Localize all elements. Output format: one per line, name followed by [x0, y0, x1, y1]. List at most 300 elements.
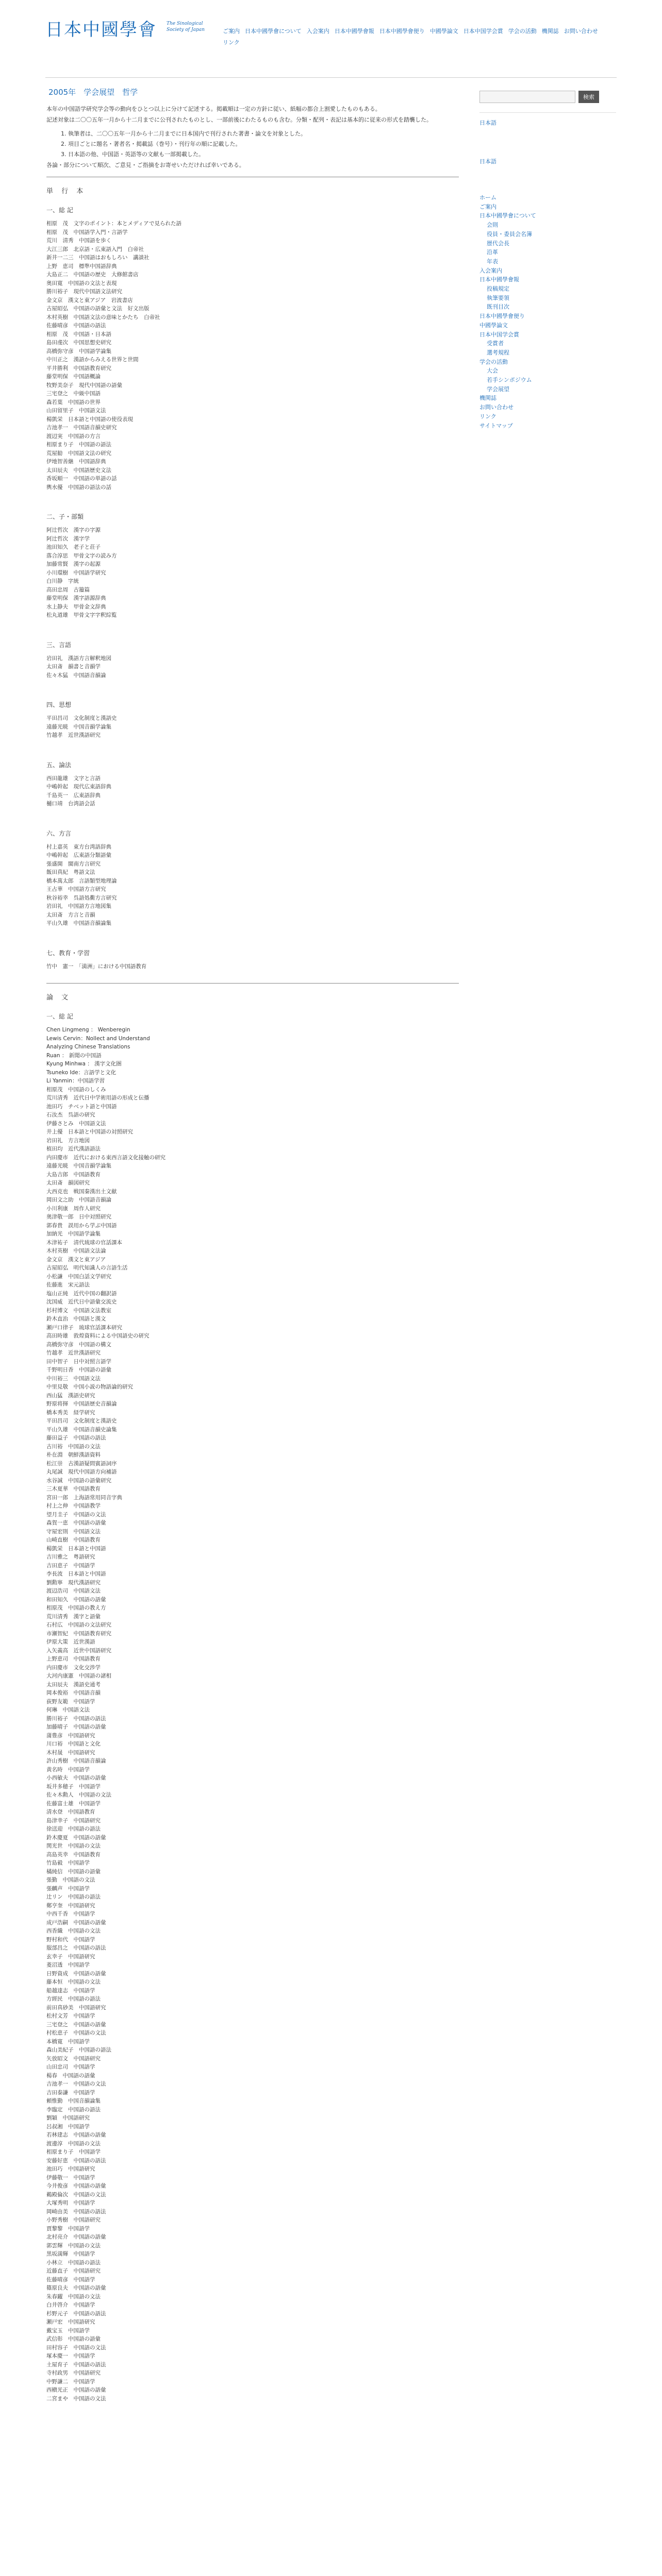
book-entry: 佐藤晴彦 中国語の語法 — [46, 323, 106, 329]
book-list-edu — [46, 962, 459, 971]
paper-entry: 玄幸子 中国語研究 — [46, 1953, 95, 1960]
sidebar — [479, 91, 616, 430]
book-entry: 高田忠周 古籀篇 — [46, 586, 90, 593]
sidebar-menu-item[interactable]: 投稿規定 — [487, 285, 509, 293]
paper-entry: 奥津敬一郎 日中対照研究 — [46, 1214, 111, 1220]
paper-entry: 高橋弥守彦 中国語の構文 — [46, 1341, 111, 1348]
sidebar-category-box — [479, 112, 616, 128]
sidebar-menu-item[interactable]: 年表 — [487, 258, 498, 265]
book-entry: 藤堂明保 漢字語源辞典 — [46, 595, 106, 601]
paper-entry: 蒲豊彦 中国語研究 — [46, 1732, 95, 1739]
section-title-papers: 論 文 — [46, 994, 72, 1002]
nav-link[interactable]: 日本中国学会賞 — [463, 28, 503, 35]
book-entry: 中嶋幹起 広東語分類語彙 — [46, 852, 111, 858]
paper-entry: 大島吉郎 中国語教育 — [46, 1171, 101, 1178]
intro-list — [52, 129, 459, 159]
paper-entry: 入矢義高 近世中国語研究 — [46, 1647, 111, 1654]
paper-entry: 高田時雄 敦煌資料による中国語史の研究 — [46, 1333, 150, 1339]
paper-entry: 関光世 中国語の文法 — [46, 1843, 101, 1849]
book-list-bungaku — [46, 774, 459, 808]
paper-entry: Lewis Cervin：Nollect and Understand — [46, 1035, 150, 1042]
sidebar-menu — [479, 193, 616, 430]
paper-entry: 大西克也 戦国秦漢出土文献 — [46, 1188, 117, 1195]
subsection-lang: 三、言語 — [46, 641, 72, 649]
book-entry: 竹越孝 近世漢語研究 — [46, 732, 101, 738]
paper-entry: 石汝杰 呉語の研究 — [46, 1112, 95, 1118]
paper-entry: Ruan ： 新聞の中国語 — [46, 1052, 102, 1059]
paper-entry: 岡田文之助 中国語音韻論 — [46, 1197, 111, 1203]
paper-entry: 遠藤光暁 中国音韻学論集 — [46, 1163, 111, 1169]
top-navigation — [223, 27, 615, 49]
paper-entry: 山崎直樹 中国語教育 — [46, 1537, 101, 1543]
paper-entry: 平山久雄 中国語音韻史論集 — [46, 1426, 117, 1433]
book-entry: 吉池孝一 中国語音韻史研究 — [46, 425, 117, 431]
paper-entry: 加納光 中国語学論集 — [46, 1231, 101, 1237]
book-entry: 中川正之 漢語からみえる世界と世間 — [46, 357, 139, 363]
book-entry: 千島英一 広東語辞典 — [46, 792, 101, 799]
paper-entry: 坂井多穂子 中国語学 — [46, 1783, 101, 1790]
book-entry: 新井一二三 中国語はおもしろい 講談社 — [46, 255, 150, 261]
paper-entry: 郭雲輝 中国語の文法 — [46, 2242, 101, 2249]
paper-entry: 相原茂 中国語のしくみ — [46, 1086, 106, 1093]
book-entry: 西田龍雄 文字と言語 — [46, 775, 101, 782]
paper-entry: 鄭亨奎 中国語研究 — [46, 1902, 95, 1909]
paper-entry: 吉川雅之 粤語研究 — [46, 1554, 95, 1560]
nav-link[interactable]: 日本中國學會について — [245, 28, 302, 35]
book-entry: 相原 茂 文字のポイント：本とメディアで見られた語 — [46, 221, 181, 227]
paper-entry: 郭春貴 誤用から学ぶ中国語 — [46, 1222, 117, 1229]
paper-entry: 船越達志 中国語学 — [46, 1987, 95, 1994]
paper-entry: 小林立 中国語の語法 — [46, 2259, 101, 2266]
paper-entry: 池田巧 チベット語と中国語 — [46, 1103, 117, 1110]
paper-entry: 守屋宏則 中国語文法 — [46, 1528, 101, 1535]
paper-entry: 相原茂 中国語の教え方 — [46, 1605, 106, 1611]
paper-entry: 成戸浩嗣 中国語の語彙 — [46, 1919, 106, 1926]
book-entry: 遠藤光暁 中国音韻学論集 — [46, 723, 111, 730]
paper-entry: 朱春躍 中国語の文法 — [46, 2293, 101, 2300]
paper-entry: 西山猛 漢語史研究 — [46, 1392, 95, 1399]
sidebar-category-link[interactable]: 日本語 — [479, 120, 496, 126]
sidebar-menu-item[interactable]: 会則 — [487, 222, 498, 229]
main-content — [46, 87, 459, 2403]
book-entry: 王占華 中国語方言研究 — [46, 886, 106, 892]
paper-entry: 楊凱栄 日本語と中国語 — [46, 1545, 106, 1552]
paper-entry: 島津幸子 中国語研究 — [46, 1817, 101, 1824]
paper-entry: 徐送迎 中国語の語法 — [46, 1826, 101, 1832]
sidebar-menu-item[interactable]: 受賞者 — [487, 340, 504, 347]
paper-entry: 戴宝玉 中国語学 — [46, 2327, 90, 2334]
subsection-general-papers: 一、総 記 — [46, 1013, 73, 1020]
paper-entry: 方經民 中国語の語法 — [46, 1996, 101, 2002]
intro-list-item: 1. 執筆者は、二〇〇五年一月から十二月までに日本国内で刊行された著書・論文を対象とした。 — [61, 130, 306, 137]
paper-entry: 岡崎由美 中国語の語法 — [46, 2208, 106, 2215]
sidebar-menu-item[interactable]: ご案内 — [479, 203, 496, 210]
book-entry: 阿辻哲次 漢字の字源 — [46, 527, 101, 533]
paper-entry: 望月圭子 中国語の文法 — [46, 1511, 106, 1518]
intro-paragraph: 記述対象は二〇〇五年一月から十二月までに公刊されたものとし、一部前後にわたるものも含む。分類・配列・表記は基本的に従来の形式を踏襲した。 — [46, 116, 432, 123]
paper-entry: 内田慶市 文化交渉学 — [46, 1664, 101, 1671]
sidebar-menu-item[interactable]: 学会の活動 — [479, 358, 508, 365]
paper-entry: 大河内康憲 中国語の諸相 — [46, 1673, 111, 1679]
paper-entry: 塩山正純 近代中国の翻訳語 — [46, 1290, 117, 1297]
book-entry: 張盛開 閩南方言研究 — [46, 860, 101, 867]
sidebar-menu-item[interactable]: 沿革 — [487, 249, 498, 256]
paper-entry: 小野秀樹 中国語研究 — [46, 2217, 101, 2223]
paper-entry: Tsuneko Ide：言語学と文化 — [46, 1069, 117, 1076]
nav-link[interactable]: 中國學論文 — [429, 28, 458, 35]
paper-entry: 若林建志 中国語の語彙 — [46, 2132, 106, 2138]
paper-entry: 渡邊淳 中国語の文法 — [46, 2140, 101, 2147]
site-title[interactable]: 日本中國學會 — [45, 20, 157, 40]
book-entry: 三宅登之 中級中国語 — [46, 391, 101, 397]
paper-entry: 荒川清秀 近代日中学術用語の形成と伝播 — [46, 1095, 150, 1101]
paper-entry: 石村広 中国語の文法研究 — [46, 1622, 111, 1628]
paper-entry: 古川裕 中国語の文法 — [46, 1443, 101, 1450]
paper-entry: 李臨定 中国語の語法 — [46, 2106, 101, 2113]
book-entry: 島田虔次 中国思想史研究 — [46, 340, 111, 346]
paper-entry: 張麟声 中国語学 — [46, 1885, 90, 1892]
paper-entry: 木村晟 中国語研究 — [46, 1749, 95, 1756]
book-list-shi — [46, 526, 459, 620]
paper-entry: 許山秀樹 中国語音韻論 — [46, 1758, 106, 1764]
sidebar-menu-item[interactable]: 中國學論文 — [479, 321, 508, 329]
paper-entry: 伊藤さとみ 中国語文法 — [46, 1120, 106, 1127]
book-entry: 荒川 清秀 中国語を歩く — [46, 238, 111, 244]
nav-link[interactable]: 日本中國學會便り — [379, 28, 425, 35]
sidebar-menu-item[interactable]: 機関誌 — [479, 395, 496, 402]
book-entry: 竹中 憲一 「満洲」における中国語教育 — [46, 963, 147, 970]
paper-entry: 小川利康 周作人研究 — [46, 1205, 101, 1212]
book-entry: 樋口靖 台湾語会話 — [46, 801, 95, 807]
book-entry: 山田留里子 中国語文法 — [46, 408, 106, 414]
paper-entry: 西香織 中国語の文法 — [46, 1928, 101, 1934]
nav-link[interactable]: 学会の活動 — [508, 28, 537, 35]
book-entry: 太田斎 韻書と音韻学 — [46, 664, 101, 670]
paper-entry: 佐藤進 宋元語法 — [46, 1282, 90, 1288]
paper-entry: 二宮まや 中国語の文法 — [46, 2395, 106, 2402]
paper-entry: 佐々木勲人 中国語の文法 — [46, 1792, 111, 1798]
nav-link[interactable]: ご案内 — [223, 28, 240, 35]
sidebar-menu-item[interactable]: 入会案内 — [479, 267, 502, 274]
paper-entry: 白井啓介 中国語学 — [46, 2302, 95, 2308]
paper-entry: 佐藤富士雄 中国語学 — [46, 1800, 101, 1807]
book-entry: 池田知久 老子と荘子 — [46, 544, 101, 550]
paper-entry: 何琳 中国語文法 — [46, 1707, 90, 1713]
sidebar-menu-item[interactable]: 学会展望 — [487, 385, 509, 393]
book-entry: 勝川裕子 現代中国語文法研究 — [46, 289, 122, 295]
paper-entry: 瀬戸口律子 琉球官話課本研究 — [46, 1324, 122, 1331]
sidebar-menu-item[interactable]: ホーム — [479, 194, 496, 201]
sidebar-menu-item[interactable]: 選考規程 — [487, 349, 509, 356]
paper-entry: 田村容子 中国語の文法 — [46, 2344, 106, 2351]
book-entry: 相原 茂 中国語・日本語 — [46, 331, 111, 337]
sidebar-language-link[interactable]: 日本語 — [479, 158, 496, 165]
book-entry: 大江三郎 北京語・広東語入門 白帝社 — [46, 246, 144, 252]
paper-entry: 太田辰夫 漢語史通考 — [46, 1681, 101, 1688]
paper-entry: 水谷誠 中国語の語彙研究 — [46, 1477, 111, 1484]
paper-entry: 小松謙 中国白話文学研究 — [46, 1273, 111, 1280]
paper-entry: 三木夏華 中国語教育 — [46, 1486, 101, 1492]
book-entry: 楊凱栄 日本語と中国語の使役表現 — [46, 416, 133, 422]
book-entry: 太田斎 方言と音韻 — [46, 911, 95, 918]
sidebar-menu-item[interactable]: 日本中國學會報 — [479, 276, 519, 283]
paper-entry: 杉村博文 中国語文法教室 — [46, 1307, 111, 1314]
paper-entry: 伊藤敬一 中国語学 — [46, 2174, 95, 2181]
book-entry: 松丸道雄 甲骨文字字釈綜覧 — [46, 612, 117, 618]
paper-entry: 橋本秀美 経学研究 — [46, 1409, 95, 1416]
paper-entry: 岡本俊裕 中国語音韻 — [46, 1690, 101, 1696]
section-title-books: 単 行 本 — [46, 188, 87, 195]
book-entry: 平田昌司 文化制度と漢語史 — [46, 715, 117, 721]
sidebar-menu-item[interactable]: 若手シンポジウム — [487, 377, 532, 384]
book-entry: 岩田礼 中国語方言地図集 — [46, 903, 111, 909]
paper-entry: 近藤直子 中国語研究 — [46, 2268, 101, 2274]
paper-entry: 賈黎黎 中国語学 — [46, 2225, 90, 2232]
paper-entry: 吉田泰謙 中国語学 — [46, 2089, 95, 2096]
nav-link[interactable]: 日本中國學會報 — [334, 28, 374, 35]
paper-entry: 劉穎 中国語研究 — [46, 2115, 90, 2121]
book-entry: 落合淳思 甲骨文字の読み方 — [46, 552, 117, 559]
book-entry: 相原 茂 中国語学入門・言語学 — [46, 229, 128, 235]
paper-entry: 本橋寛 中国語学 — [46, 2038, 90, 2045]
paper-entry: 藤本恒 中国語の文法 — [46, 1979, 101, 1985]
paper-entry: 矢放昭文 中国語研究 — [46, 2055, 101, 2062]
nav-link[interactable]: リンク — [223, 39, 240, 46]
paper-entry: 沈国威 近代日中語彙交流史 — [46, 1299, 117, 1305]
paper-entry: 木村英樹 中国語文法論 — [46, 1248, 106, 1254]
paper-entry: 伊原大策 近世漢語 — [46, 1639, 95, 1645]
paper-entry: 吉田恵子 中国語学 — [46, 1562, 95, 1569]
paper-entry: 荻野友範 中国語学 — [46, 1698, 95, 1705]
paper-entry: 加藤晴子 中国語の語彙 — [46, 1724, 106, 1730]
paper-entry: 三宅登之 中国語の語彙 — [46, 2021, 106, 2028]
book-entry: 伊地智善継 中国語辞典 — [46, 459, 106, 465]
book-list-general — [46, 219, 459, 492]
paper-entry: Li Yanmin：中国語学習 — [46, 1078, 105, 1084]
paper-entry: 土屋育子 中国語の語法 — [46, 2361, 106, 2368]
subsection-hou: 六、方言 — [46, 829, 72, 837]
book-entry: 藤堂明保 中国語概論 — [46, 374, 101, 380]
paper-entry: 塚本慶一 中国語学 — [46, 2353, 95, 2359]
sidebar-menu-item[interactable]: サイトマップ — [479, 422, 513, 429]
search-input[interactable] — [479, 91, 575, 103]
paper-entry: 相原まり子 中国語学 — [46, 2149, 101, 2155]
book-entry: 奥田寛 中国語の文法と表現 — [46, 280, 117, 286]
paper-entry: 中里見敬 中国小説の物語論的研究 — [46, 1384, 133, 1390]
book-entry: 秋谷裕幸 呉語処衢方言研究 — [46, 894, 117, 901]
paper-entry: 荒川清秀 漢字と語彙 — [46, 1613, 101, 1620]
paper-entry: 呂叔湘 中国語学 — [46, 2123, 90, 2130]
paper-entry: 清水登 中国語教育 — [46, 1809, 95, 1815]
paper-entry: Chen Lingmeng ： Wenberegin — [46, 1027, 130, 1033]
book-entry: 加藤常賢 漢字の起源 — [46, 561, 101, 567]
paper-entry: 安藤好恵 中国語の語法 — [46, 2157, 106, 2164]
paper-entry: 今井俊彦 中国語の語彙 — [46, 2183, 106, 2189]
nav-link[interactable]: 機関誌 — [541, 28, 559, 35]
subsection-general: 一、総 記 — [46, 207, 73, 214]
paper-entry: Analyzing Chinese Translations — [46, 1044, 130, 1050]
paper-entry: 松江崇 古漢語疑問賓語詞序 — [46, 1460, 117, 1467]
paper-entry: 中川裕三 中国語文法 — [46, 1375, 101, 1382]
paper-entry: 瀬戸宏 中国語研究 — [46, 2319, 95, 2325]
paper-entry: 日野資成 中国語の語彙 — [46, 1970, 106, 1977]
paper-entry: 鈴木慶夏 中国語の語彙 — [46, 1834, 106, 1841]
nav-link[interactable]: 入会案内 — [306, 28, 329, 35]
paper-entry: 勝川裕子 中国語の語法 — [46, 1715, 106, 1722]
book-entry: 小川環樹 中国語学研究 — [46, 569, 106, 576]
section-divider — [46, 983, 459, 984]
paper-entry: 渡辺浩司 中国語文法 — [46, 1588, 101, 1594]
sidebar-menu-item[interactable]: 役員・委員会名簿 — [487, 230, 532, 238]
book-entry: 森若葉 中国語の世界 — [46, 399, 101, 405]
sidebar-menu-item[interactable]: 既刊目次 — [487, 303, 509, 311]
sidebar-menu-item[interactable]: 執筆要領 — [487, 294, 509, 301]
paper-entry: 藤田益子 中国語の語法 — [46, 1435, 106, 1441]
book-entry: 牧野美奈子 現代中国語の語彙 — [46, 382, 122, 388]
book-entry: 上野 恵司 標準中国語辞典 — [46, 263, 117, 269]
paper-entry: 劉勲寧 現代漢語研究 — [46, 1579, 101, 1586]
site-subtitle — [167, 21, 205, 33]
subsection-edu: 七、教育・学習 — [46, 949, 90, 957]
paper-entry: 橘純信 中国語の語彙 — [46, 1868, 101, 1875]
paper-entry: 小西敏夫 中国語の語彙 — [46, 1775, 106, 1781]
sidebar-menu-item[interactable]: 日本中國學會について — [479, 212, 536, 219]
book-list-kinsei — [46, 714, 459, 740]
paper-entry: 岩田礼 方言地図 — [46, 1137, 90, 1144]
nav-link[interactable]: お問い合わせ — [564, 28, 598, 35]
book-entry: 香坂順一 中国語の単語の話 — [46, 476, 117, 482]
book-entry: 白川静 字統 — [46, 578, 79, 584]
paper-entry: 頼惟勤 中国音韻論集 — [46, 2098, 101, 2104]
paper-entry: 杉野元子 中国語の語法 — [46, 2310, 106, 2317]
paper-entry: 森賀一恵 中国語の語彙 — [46, 1520, 106, 1526]
paper-entry: 丸尾誠 現代中国語方向補語 — [46, 1469, 117, 1475]
paper-entry: 西槇光正 中国語の語彙 — [46, 2387, 106, 2393]
sidebar-menu-item[interactable]: 日本中国学会賞 — [479, 331, 519, 338]
intro — [46, 105, 459, 170]
book-entry: 高橋弥守彦 中国語学論集 — [46, 348, 111, 354]
paper-entry: 篠原良夫 中国語の語彙 — [46, 2285, 106, 2291]
subsection-bungaku: 五、論法 — [46, 761, 72, 769]
paper-entry: 市瀬智紀 中国語教育研究 — [46, 1630, 111, 1637]
sidebar-menu-item[interactable]: 日本中國學會便り — [479, 313, 525, 320]
paper-entry: Kyung Minhwa ： 漢字文化圏 — [46, 1061, 122, 1067]
paper-entry: 川口裕 中国語と文化 — [46, 1741, 101, 1747]
paper-entry: 高島英幸 中国語教育 — [46, 1851, 101, 1858]
intro-paragraph: 本年の中国語学研究学会等の動向をひとつ以上に分けて記述する。掲載順は一定の方針に従い、紙幅の都合上割愛したものもある。 — [46, 106, 381, 112]
book-entry: 岩田礼 漢語方言解釈地図 — [46, 655, 111, 662]
book-entry: 平山久雄 中国語音韻論集 — [46, 920, 111, 926]
sidebar-menu-item[interactable]: お問い合わせ — [479, 404, 514, 411]
paper-entry: 松村文芳 中国語学 — [46, 2013, 95, 2019]
paper-entry: 中西千香 中国語学 — [46, 1911, 95, 1917]
site-subtitle-line1: The Sinological — [167, 21, 203, 26]
book-entry: 古屋昭弘 中国語の語彙と文法 好文出版 — [46, 306, 150, 312]
paper-entry: 北村亮介 中国語の語彙 — [46, 2234, 106, 2240]
paper-entry: 野村和代 中国語学 — [46, 1936, 95, 1943]
paper-entry: 平田昌司 文化制度と漢語史 — [46, 1418, 117, 1424]
paper-entry: 菱沼透 中国語学 — [46, 1962, 90, 1968]
paper-entry: 太田斎 韻図研究 — [46, 1180, 90, 1186]
book-entry: 大島正二 中国語の歴史 大修館書店 — [46, 272, 139, 278]
book-entry: 水上静夫 甲骨金文辞典 — [46, 603, 106, 610]
intro-list-item: 3. 日本語の他、中国語・英語等の文献も一部掲載した。 — [61, 151, 204, 158]
paper-entry: 竹島毅 中国語学 — [46, 1860, 90, 1866]
paper-entry: 楊春 中国語の語彙 — [46, 2072, 95, 2079]
paper-entry: 古屋昭弘 明代知識人の言語生活 — [46, 1265, 128, 1271]
paper-entry: 鵜殿倫次 中国語の文法 — [46, 2191, 106, 2198]
book-entry: 荒屋勧 中国語文法の研究 — [46, 450, 111, 456]
book-list-lang — [46, 654, 459, 680]
paper-entry: 上野恵司 中国語教育 — [46, 1656, 101, 1662]
paper-entry: 木津祐子 清代琉球の官話課本 — [46, 1239, 122, 1246]
paper-entry: 村上之伸 中国語教学 — [46, 1503, 101, 1509]
paper-entry: 金文京 漢文と東アジア — [46, 1256, 106, 1263]
paper-entry: 佐藤晴彦 中国語学 — [46, 2276, 95, 2283]
paper-entry: 池田巧 中国語研究 — [46, 2166, 95, 2172]
paper-entry: 辻リン 中国語の語法 — [46, 1894, 101, 1900]
book-entry: 金文京 漢文と東アジア 岩波書店 — [46, 297, 133, 303]
paper-entry: 大塚秀明 中国語学 — [46, 2200, 95, 2206]
book-entry: 佐々木猛 中国語音韻論 — [46, 672, 106, 679]
paper-entry: 前田真砂美 中国語研究 — [46, 2004, 106, 2011]
paper-entry: 張勤 中国語の文法 — [46, 1877, 95, 1883]
site-header — [0, 0, 662, 80]
paper-entry: 田中智子 日中対照言語学 — [46, 1358, 111, 1365]
paper-entry: 黄名時 中国語学 — [46, 1766, 90, 1773]
subsection-shi: 二、子・部類 — [46, 513, 84, 520]
paper-entry: 武信彰 中国語の語彙 — [46, 2336, 101, 2342]
book-entry: 橋本萬太郎 言語類型地理論 — [46, 877, 117, 884]
paper-entry: 李長波 日本語と中国語 — [46, 1571, 106, 1577]
paper-entry: 山田忠司 中国語学 — [46, 2064, 95, 2070]
search-form — [479, 91, 616, 103]
book-entry: 相原まり子 中国語の語法 — [46, 442, 111, 448]
search-button[interactable]: 検索 — [578, 91, 599, 103]
book-entry: 輿水優 中国語の語法の話 — [46, 484, 111, 490]
sidebar-menu-item[interactable]: 大会 — [487, 367, 498, 375]
paper-list-general — [46, 1026, 459, 2403]
book-entry: 村上嘉英 東方台湾語辞典 — [46, 843, 111, 850]
book-entry: 渡辺実 中国語の方言 — [46, 433, 101, 439]
paper-entry: 宮田一郎 上海語常用同音字典 — [46, 1494, 122, 1501]
paper-entry: 吉池孝一 中国語の文法 — [46, 2081, 106, 2087]
book-entry: 飯田真紀 粤語文法 — [46, 869, 95, 875]
book-entry: 太田辰夫 中国語歴史文法 — [46, 467, 111, 473]
paper-entry: 寺村政男 中国語研究 — [46, 2370, 101, 2376]
book-entry: 平井勝利 中国語教育研究 — [46, 365, 111, 371]
sidebar-menu-item[interactable]: 歴代会長 — [487, 240, 509, 247]
paper-entry: 和田知久 中国語の語彙 — [46, 1596, 106, 1603]
paper-entry: 野原将揮 中国語歴史音韻論 — [46, 1401, 117, 1407]
book-entry: 阿辻哲次 漢字学 — [46, 535, 90, 542]
intro-closing: 各論・部分について順次、ご意見・ご指摘をお寄せいただければ幸いである。 — [46, 162, 245, 168]
intro-list-item: 2. 項目ごとに題名・著者名・掲載誌（巻号）・刊行年の順に記載した。 — [61, 141, 241, 147]
paper-entry: 中野謙二 中国語学 — [46, 2378, 95, 2385]
paper-entry: 村松恵子 中国語の文法 — [46, 2030, 106, 2036]
paper-entry: 内田慶市 近代における東西言語文化接触の研究 — [46, 1154, 166, 1161]
paper-entry: 竹越孝 近世漢語研究 — [46, 1350, 101, 1356]
paper-entry: 朴在淵 朝鮮漢語資料 — [46, 1452, 101, 1458]
paper-entry: 服部昌之 中国語の語法 — [46, 1945, 106, 1951]
paper-entry: 井上優 日本語と中国語の対照研究 — [46, 1129, 133, 1135]
header-divider — [45, 77, 617, 78]
paper-entry: 森山美紀子 中国語の語法 — [46, 2047, 111, 2053]
site-subtitle-line2: Society of Japan — [167, 27, 205, 32]
page-title: 2005年 学会展望 哲学 — [48, 88, 138, 97]
sidebar-menu-item[interactable]: リンク — [479, 413, 496, 420]
book-list-hou — [46, 843, 459, 928]
